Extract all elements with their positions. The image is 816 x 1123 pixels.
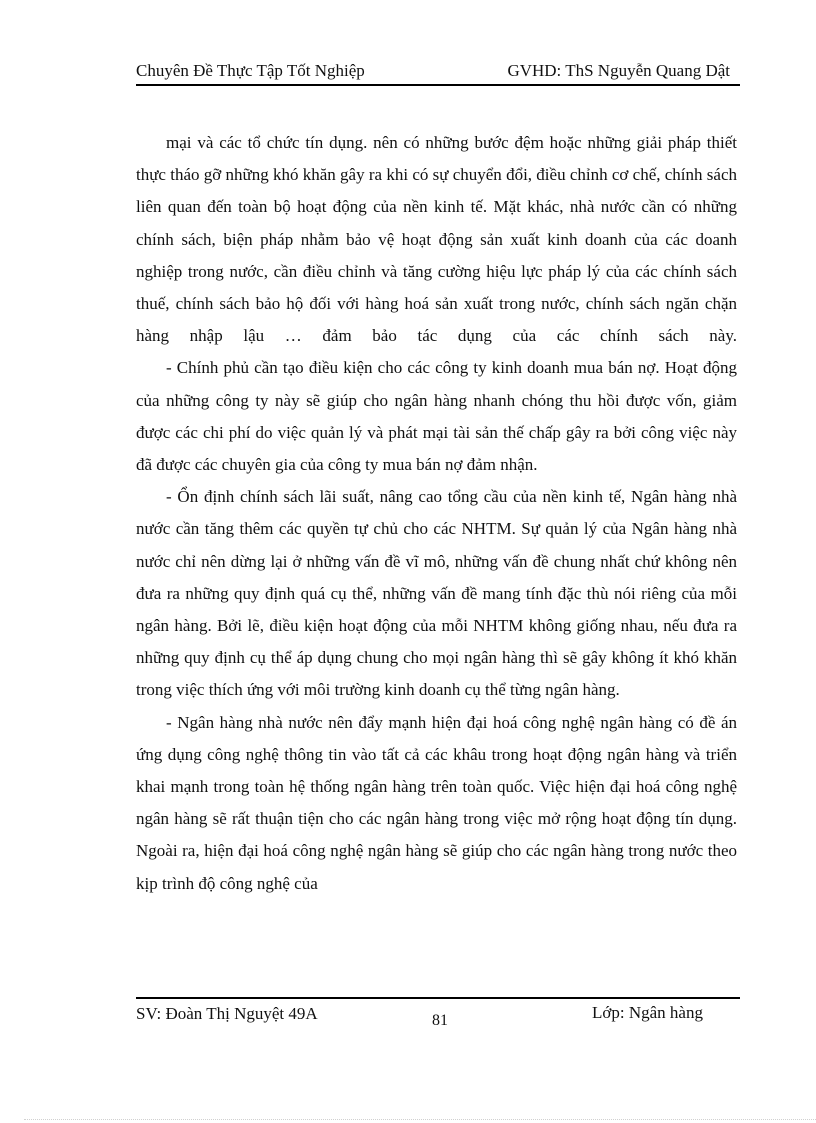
paragraph: - Ngân hàng nhà nước nên đẩy mạnh hiện đại hoá công nghệ ngân hàng có đề án ứng dụng công nghệ thông tin vào tất cả các khâu trong hoạt động ngân hàng và triển khai mạnh trong toàn hệ thống ngân hàng trên toàn quốc. Việc hiện đại hoá công nghệ ngân hàng sẽ rất thuận tiện cho các ngân hàng trong việc mở rộng hoạt động tín dụng. Ngoài ra, hiện đại hoá công nghệ ngân hàng sẽ giúp cho các ngân hàng trong nước theo kịp trình độ công nghệ của (136, 712, 737, 893)
body-text (136, 127, 737, 900)
footer-divider (136, 997, 740, 999)
supervisor-label: GVHD: ThS Nguyễn Quang Dật (507, 61, 730, 80)
student-name: SV: Đoàn Thị Nguyệt 49A (136, 1004, 318, 1023)
class-label: Lớp: Ngân hàng (592, 1003, 703, 1022)
page-edge-divider (24, 1119, 816, 1120)
paragraph: - Ổn định chính sách lãi suất, nâng cao tổng cầu của nền kinh tế, Ngân hàng nhà nước cần tăng thêm các quyền tự chủ cho các NHTM. Sự quản lý của Ngân hàng nhà nước chỉ nên dừng lại ở những vấn đề vĩ mô, những vấn đề chung nhất chứ không nên đưa ra những quy định quá cụ thể, những vấn đề mang tính đặc thù nói riêng của mỗi ngân hàng. Bởi lẽ, điều kiện hoạt động của mỗi NHTM không giống nhau, nếu đưa ra những quy định cụ thể áp dụng chung cho mọi ngân hàng thì sẽ gây không ít khó khăn trong việc thích ứng với môi trường kinh doanh cụ thể từng ngân hàng. (136, 487, 737, 700)
document-title: Chuyên Đề Thực Tập Tốt Nghiệp (136, 61, 365, 80)
page-header (136, 58, 740, 86)
page-number: 81 (432, 1012, 448, 1029)
paragraph: mại và các tổ chức tín dụng. nên có những bước đệm hoặc những giải pháp thiết thực tháo gỡ những khó khăn gây ra khi có sự chuyển đổi, điều chỉnh cơ chế, chính sách liên quan đến toàn bộ hoạt động của nền kinh tế. Mặt khác, nhà nước cần có những chính sách, biện pháp nhằm bảo vệ hoạt động sản xuất kinh doanh của các doanh nghiệp trong nước, cần điều chỉnh và tăng cường hiệu lực pháp lý của các chính sách thuế, chính sách bảo hộ đối với hàng hoá sản xuất trong nước, chính sách ngăn chặn hàng nhập lậu … đảm bảo tác dụng của các chính sách này. (136, 133, 737, 346)
paragraph: - Chính phủ cần tạo điều kiện cho các công ty kinh doanh mua bán nợ. Hoạt động của những công ty này sẽ giúp cho ngân hàng nhanh chóng thu hồi được vốn, giảm được các chi phí do việc quản lý và phát mại tài sản thế chấp gây ra bởi công việc này đã được các chuyên gia của công ty mua bán nợ đảm nhận. (136, 358, 737, 475)
